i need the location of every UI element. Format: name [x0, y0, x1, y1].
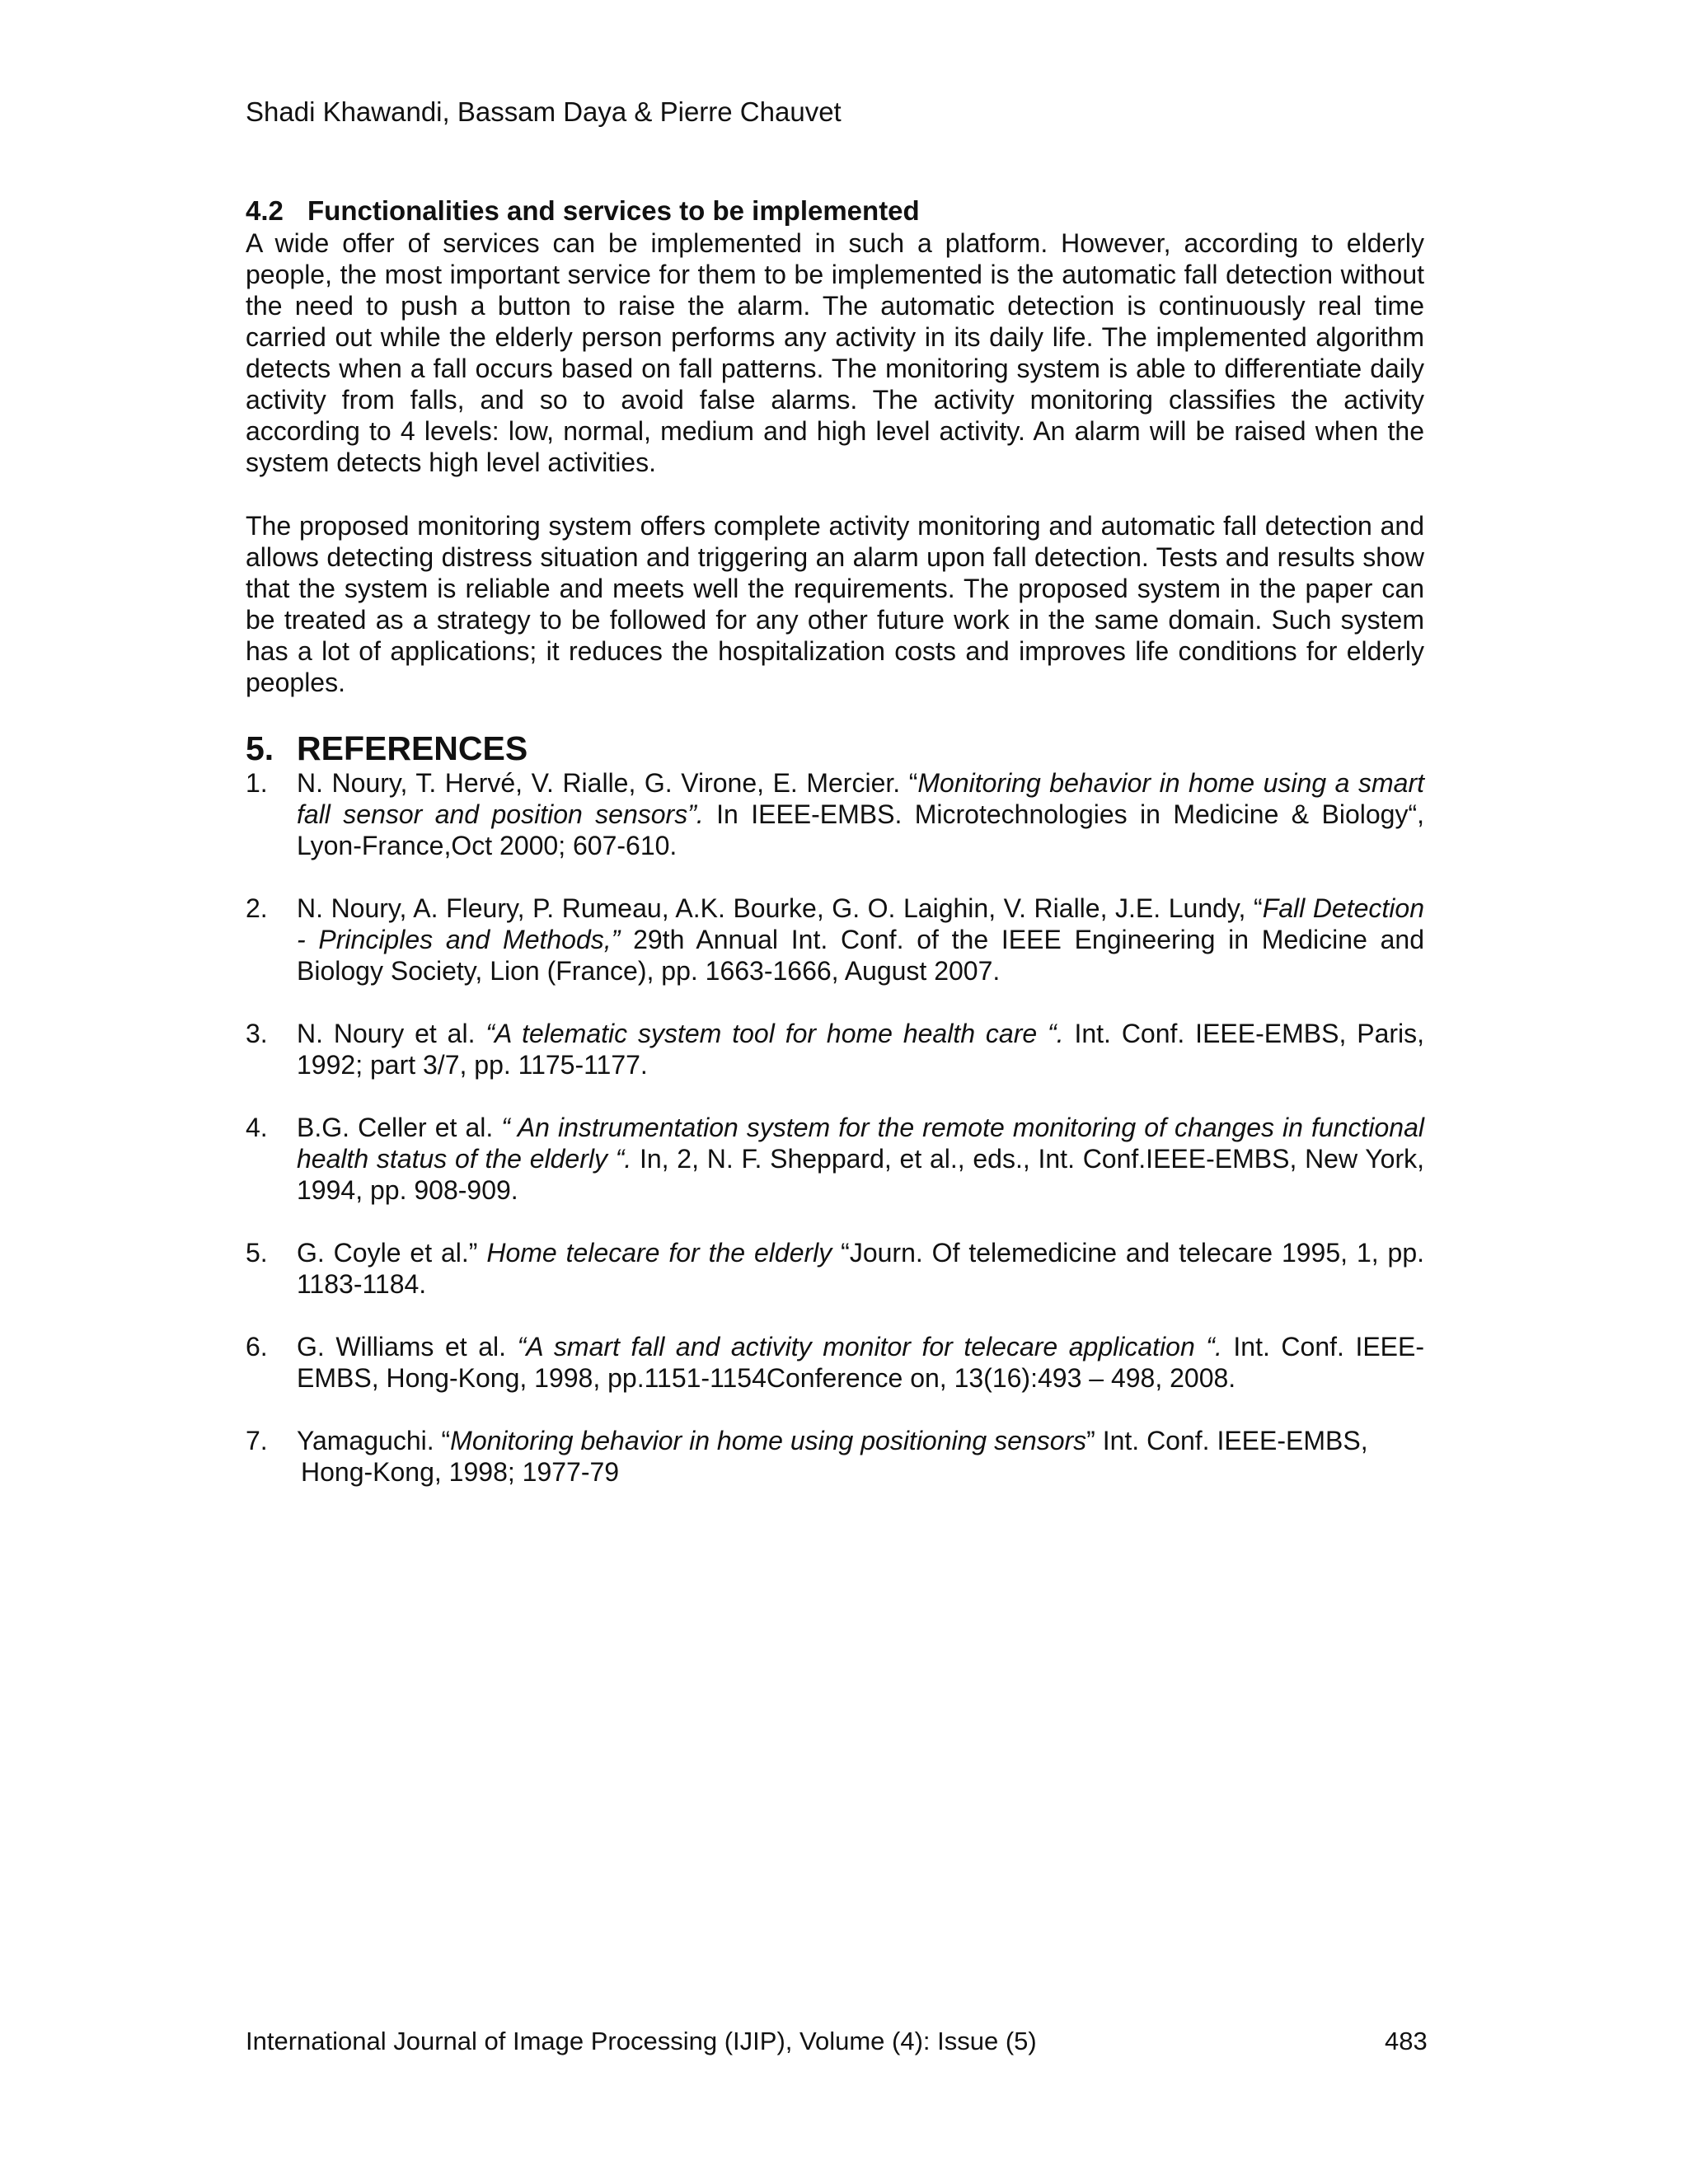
subsection-title: Functionalities and services to be implemented [307, 195, 920, 226]
reference-item [246, 1112, 1424, 1206]
reference-item [246, 1425, 1424, 1488]
references-section-title: REFERENCES [297, 729, 528, 767]
reference-title: Monitoring behavior in home using a smart fall sensor and position sensors”. [297, 768, 1425, 829]
reference-source: Int. Conf. IEEE-EMBS, Hong-Kong, 1998, pp.1151-1154Conference on, 13(16):493 – 498, 2008. [297, 1332, 1425, 1393]
reference-number: 5. [246, 1238, 268, 1268]
reference-title: Monitoring behavior in home using positioning sensors [450, 1426, 1087, 1455]
reference-authors: B.G. Celler et al. [297, 1113, 502, 1142]
reference-title: “A smart fall and activity monitor for telecare application “. [517, 1332, 1222, 1361]
reference-item [246, 767, 1424, 861]
reference-title: Home telecare for the elderly [486, 1238, 832, 1268]
reference-item [246, 893, 1424, 987]
reference-source-continued: Hong-Kong, 1998; 1977-79 [301, 1457, 620, 1487]
reference-authors: N. Noury, A. Fleury, P. Rumeau, A.K. Bourke, G. O. Laighin, V. Rialle, J.E. Lundy, “ [297, 893, 1263, 923]
reference-title: “ An instrumentation system for the remote monitoring of changes in functional health status of the elderly “. [297, 1113, 1425, 1174]
reference-title: “A telematic system tool for home health care “. [485, 1019, 1064, 1048]
reference-list [246, 767, 1424, 1488]
reference-title: Fall Detection - Principles and Methods,” [297, 893, 1425, 954]
reference-item [246, 1237, 1424, 1300]
reference-authors: N. Noury et al. [297, 1019, 486, 1048]
reference-source: “Journ. Of telemedicine and telecare 1995, 1, pp. 1183-1184. [297, 1238, 1425, 1299]
reference-authors: N. Noury, T. Hervé, V. Rialle, G. Virone, E. Mercier. “ [297, 768, 918, 798]
reference-number: 7. [246, 1426, 268, 1455]
reference-source: ” Int. Conf. IEEE-EMBS, [1086, 1426, 1368, 1455]
paragraph-proposed-system: The proposed monitoring system offers complete activity monitoring and automatic fall detection and allows detecting distress situation and triggering an alarm upon fall detection. Tests and results show that the system is reliable and meets well the requirements. The proposed system in the paper can be treated as a strategy to be followed for any other future work in the same domain. Such system has a lot of applications; it reduces the hospitalization costs and improves life conditions for elderly peoples. [246, 511, 1424, 697]
footer-page-number: 483 [1385, 2027, 1428, 2055]
reference-source: 29th Annual Int. Conf. of the IEEE Engineering in Medicine and Biology Society, Lion (France), pp. 1663-1666, August 2007. [297, 925, 1425, 986]
references-section-number: 5. [246, 729, 274, 767]
reference-authors: Yamaguchi. “ [297, 1426, 451, 1455]
reference-authors: G. Williams et al. [297, 1332, 518, 1361]
reference-number: 4. [246, 1113, 268, 1142]
reference-item [246, 1331, 1424, 1394]
reference-number: 6. [246, 1332, 268, 1361]
footer-journal: International Journal of Image Processing (IJIP), Volume (4): Issue (5) [246, 2027, 1037, 2055]
reference-number: 2. [246, 893, 268, 923]
reference-source: In IEEE-EMBS. Microtechnologies in Medicine & Biology“, Lyon-France,Oct 2000; 607-610. [297, 799, 1425, 860]
running-header-authors: Shadi Khawandi, Bassam Daya & Pierre Chauvet [246, 96, 842, 127]
page-content [246, 194, 1424, 1519]
references-heading [246, 729, 1424, 767]
reference-source: Int. Conf. IEEE-EMBS, Paris, 1992; part 3/7, pp. 1175-1177. [297, 1019, 1425, 1080]
subsection-heading [246, 194, 1424, 227]
paragraph-services: A wide offer of services can be implemented in such a platform. However, according to elderly people, the most important service for them to be implemented is the automatic fall detection without the need to push a button to raise the alarm. The automatic detection is continuously real time carried out while the elderly person performs any activity in its daily life. The implemented algorithm detects when a fall occurs based on fall patterns. The monitoring system is able to differentiate daily activity from falls, and so to avoid false alarms. The activity monitoring classifies the activity according to 4 levels: low, normal, medium and high level activity. An alarm will be raised when the system detects high level activities. [246, 228, 1424, 477]
reference-source: In, 2, N. F. Sheppard, et al., eds., Int. Conf.IEEE-EMBS, New York, 1994, pp. 908-909. [297, 1144, 1425, 1205]
subsection-number: 4.2 [246, 195, 284, 226]
reference-number: 1. [246, 768, 268, 798]
reference-authors: G. Coyle et al.” [297, 1238, 487, 1268]
reference-item [246, 1018, 1424, 1080]
reference-number: 3. [246, 1019, 268, 1048]
